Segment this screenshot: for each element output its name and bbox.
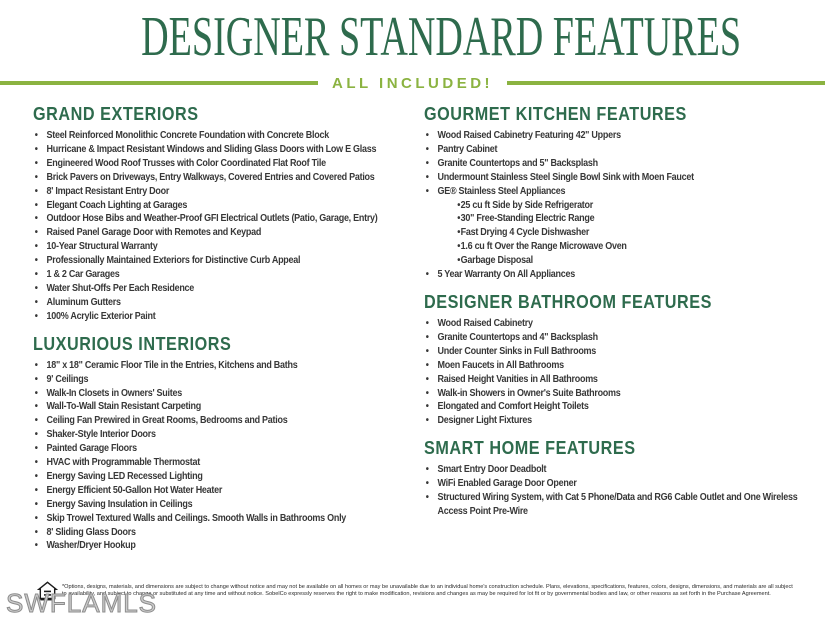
feature-item: • 10-Year Structural Warranty — [33, 240, 422, 254]
feature-item: • Pantry Cabinet — [424, 143, 813, 157]
feature-item: • Walk-in Showers in Owner's Suite Bathrooms — [424, 387, 813, 401]
feature-item: • Energy Saving LED Recessed Lighting — [33, 470, 422, 484]
feature-item: • Smart Entry Door Deadbolt — [424, 463, 813, 477]
feature-item: • Professionally Maintained Exteriors for Distinctive Curb Appeal — [33, 254, 422, 268]
feature-item: • Moen Faucets in All Bathrooms — [424, 359, 813, 373]
feature-section — [33, 334, 422, 554]
banner-label: ALL INCLUDED! — [331, 74, 494, 92]
feature-item: • 1 & 2 Car Garages — [33, 268, 422, 282]
feature-item: • Energy Saving Insulation in Ceilings — [33, 498, 422, 512]
feature-item: • 18" x 18" Ceramic Floor Tile in the Entries, Kitchens and Baths — [33, 359, 422, 373]
feature-item: • GE® Stainless Steel Appliances — [424, 185, 813, 199]
all-included-banner — [0, 74, 825, 92]
feature-item: • Water Shut-Offs Per Each Residence — [33, 282, 422, 296]
section-heading: DESIGNER BATHROOM FEATURES — [424, 291, 712, 312]
feature-item: • Aluminum Gutters — [33, 296, 422, 310]
feature-list — [33, 359, 422, 554]
feature-section — [424, 438, 813, 519]
feature-item: • Wall-To-Wall Stain Resistant Carpeting — [33, 400, 422, 414]
section-heading: LUXURIOUS INTERIORS — [33, 333, 232, 354]
feature-list — [424, 129, 813, 282]
feature-item: • Wood Raised Cabinetry Featuring 42" Uppers — [424, 129, 813, 143]
feature-item: • Structured Wiring System, with Cat 5 Phone/Data and RG6 Cable Outlet and One Wireless Access Point Pre-Wire — [424, 491, 813, 519]
section-heading: GRAND EXTERIORS — [33, 104, 199, 124]
feature-list — [424, 317, 813, 428]
legal-disclaimer-line1: *Options, designs, materials, and dimensions are subject to change without notice and may not be available on all homes or may be unavailable due to an individual home's construction schedule. Plans, elevations, specifications, features, colors, designs, dimensions, and materials are all subject — [62, 584, 793, 590]
feature-item: • Hurricane & Impact Resistant Windows and Sliding Glass Doors with Low E Glass — [33, 143, 422, 157]
section-heading: GOURMET KITCHEN FEATURES — [424, 104, 687, 124]
feature-item: • Designer Light Fixtures — [424, 414, 813, 428]
feature-subitem: • Fast Drying 4 Cycle Dishwasher — [424, 226, 813, 240]
legal-disclaimer-line2: to availability, and subject to change or substituted at any time and without notice. SobelCo expressly reserves the right to make modification, revisions and changes as may be required for lot fit or by governmental bodies and law, or other reasons as set forth in the Purchase Agreement. — [62, 590, 771, 597]
feature-item: • Undermount Stainless Steel Single Bowl Sink with Moen Faucet — [424, 171, 813, 185]
feature-section — [33, 104, 422, 324]
feature-item: • Brick Pavers on Driveways, Entry Walkways, Covered Entries and Covered Patios — [33, 171, 422, 185]
left-column — [33, 104, 422, 563]
feature-item: • Wood Raised Cabinetry — [424, 317, 813, 331]
feature-item: • WiFi Enabled Garage Door Opener — [424, 477, 813, 491]
feature-item: • 5 Year Warranty On All Appliances — [424, 268, 813, 282]
section-heading: SMART HOME FEATURES — [424, 438, 636, 459]
feature-item: • 8' Sliding Glass Doors — [33, 526, 422, 540]
page-title — [0, 6, 825, 76]
banner-rule-right — [507, 81, 825, 85]
banner-rule-left — [0, 81, 318, 85]
feature-item: • Elegant Coach Lighting at Garages — [33, 199, 422, 213]
feature-item: • 9' Ceilings — [33, 373, 422, 387]
feature-item: • HVAC with Programmable Thermostat — [33, 456, 422, 470]
feature-item: • 8' Impact Resistant Entry Door — [33, 185, 422, 199]
feature-subitem: • 30" Free-Standing Electric Range — [424, 212, 813, 226]
feature-item: • Under Counter Sinks in Full Bathrooms — [424, 345, 813, 359]
feature-subitem: • 25 cu ft Side by Side Refrigerator — [424, 199, 813, 213]
mls-watermark: SWFLAMLS — [6, 588, 158, 618]
feature-item: • Energy Efficient 50-Gallon Hot Water Heater — [33, 484, 422, 498]
feature-item: • Ceiling Fan Prewired in Great Rooms, Bedrooms and Patios — [33, 414, 422, 428]
feature-subitem: • Garbage Disposal — [424, 254, 813, 268]
feature-list — [33, 129, 422, 324]
feature-item: • Skip Trowel Textured Walls and Ceilings. Smooth Walls in Bathrooms Only — [33, 512, 422, 526]
feature-item: • Engineered Wood Roof Trusses with Color Coordinated Flat Roof Tile — [33, 157, 422, 171]
feature-item: • Granite Countertops and 5" Backsplash — [424, 157, 813, 171]
feature-item: • 100% Acrylic Exterior Paint — [33, 310, 422, 324]
feature-item: • Granite Countertops and 4" Backsplash — [424, 331, 813, 345]
feature-item: • Washer/Dryer Hookup — [33, 539, 422, 553]
feature-section — [424, 104, 813, 282]
feature-item: • Outdoor Hose Bibs and Weather-Proof GFI Electrical Outlets (Patio, Garage, Entry) — [33, 212, 422, 226]
feature-item: • Raised Panel Garage Door with Remotes and Keypad — [33, 226, 422, 240]
feature-item: • Shaker-Style Interior Doors — [33, 428, 422, 442]
feature-subitem: • 1.6 cu ft Over the Range Microwave Oven — [424, 240, 813, 254]
page-title-text: DESIGNER STANDARD FEATURES — [141, 6, 742, 68]
feature-item: • Steel Reinforced Monolithic Concrete Foundation with Concrete Block — [33, 129, 422, 143]
right-column — [424, 104, 813, 529]
feature-item: • Painted Garage Floors — [33, 442, 422, 456]
feature-item: • Elongated and Comfort Height Toilets — [424, 400, 813, 414]
feature-item: • Walk-In Closets in Owners' Suites — [33, 387, 422, 401]
legal-disclaimer — [62, 584, 794, 597]
feature-item: • Raised Height Vanities in All Bathrooms — [424, 373, 813, 387]
feature-list — [424, 463, 813, 519]
feature-section — [424, 292, 813, 428]
